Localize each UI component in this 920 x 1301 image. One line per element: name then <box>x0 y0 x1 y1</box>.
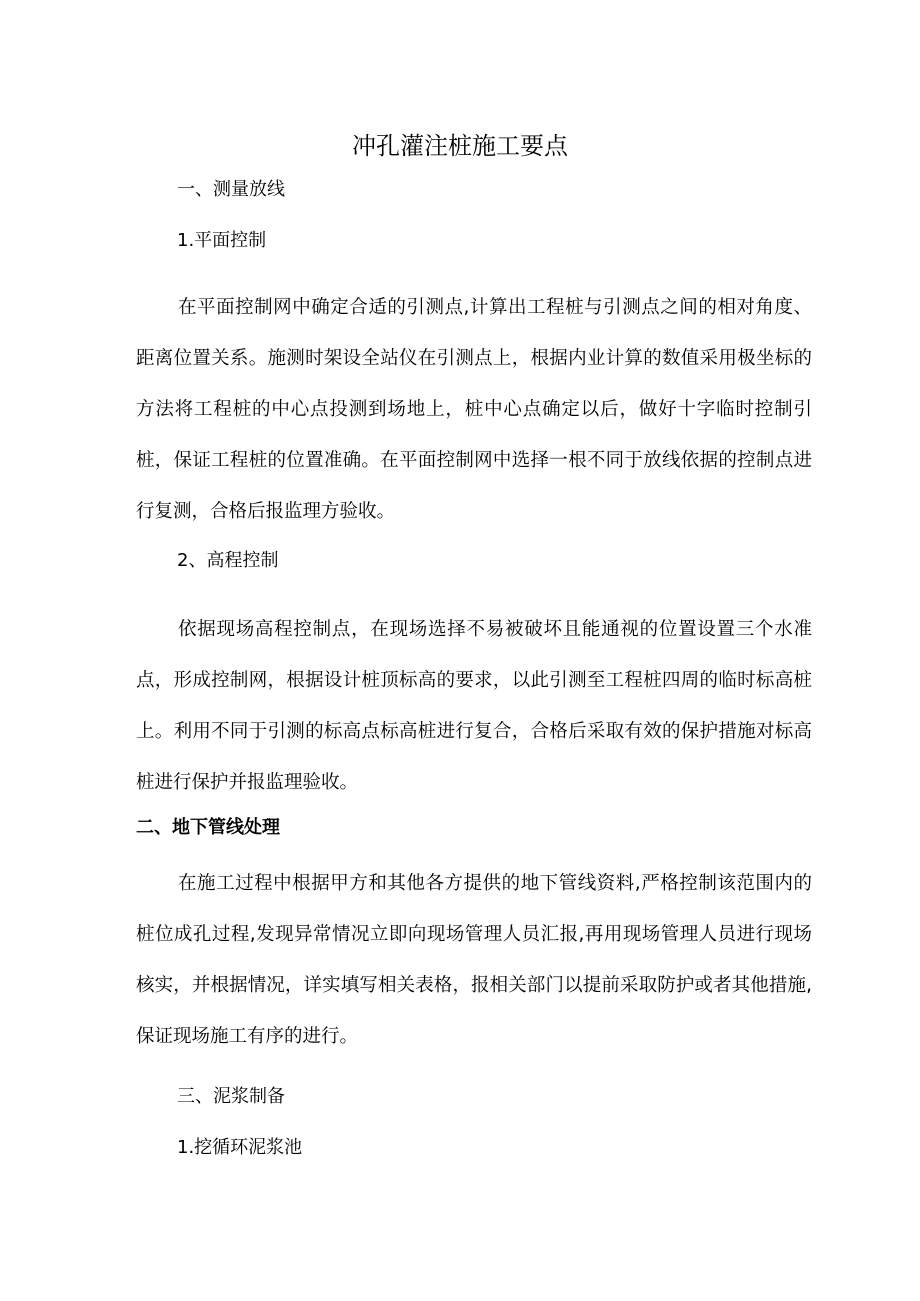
paragraph-plane-control: 在平面控制网中确定合适的引测点,计算出工程桩与引测点之间的相对角度、距离位置关系。施测时架设全站仪在引测点上，根据内业计算的数值采用极坐标的方法将工程桩的中心点投测到场地上，桩中心点确定以后，做好十字临时控制引桩，保证工程桩的位置准确。在平面控制网中选择一根不同于放线依据的控制点进行复测，合格后报监理方验收。 <box>136 297 812 522</box>
subsection-heading-plane-control: 1.平面控制 <box>177 230 267 251</box>
section-heading-survey: 一、测量放线 <box>177 179 285 200</box>
paragraph-underground-pipelines: 在施工过程中根据甲方和其他各方提供的地下管线资料,严格控制该范围内的桩位成孔过程,发现异常情况立即向现场管理人员汇报,再用现场管理人员进行现场核实，并根据情况，详实填写相关表格，报相关部门以提前采取防护或者其他措施,保证现场施工有序的进行。 <box>136 873 812 1047</box>
paragraph-elevation-control: 依据现场高程控制点，在现场选择不易被破坏且能通视的位置设置三个水准点，形成控制网，根据设计桩顶标高的要求，以此引测至工程桩四周的临时标高桩上。利用不同于引测的标高点标高桩进行复合，合格后采取有效的保护措施对标高桩进行保护并报监理验收。 <box>136 619 812 793</box>
document-title: 冲孔灌注桩施工要点 <box>352 132 568 160</box>
subsection-heading-elevation-control: 2、高程控制 <box>177 550 279 571</box>
subsection-heading-mud-pit: 1.挖循环泥浆池 <box>177 1137 303 1158</box>
section-heading-underground-pipelines: 二、地下管线处理 <box>136 817 280 838</box>
section-heading-mud-preparation: 三、泥浆制备 <box>177 1086 285 1107</box>
